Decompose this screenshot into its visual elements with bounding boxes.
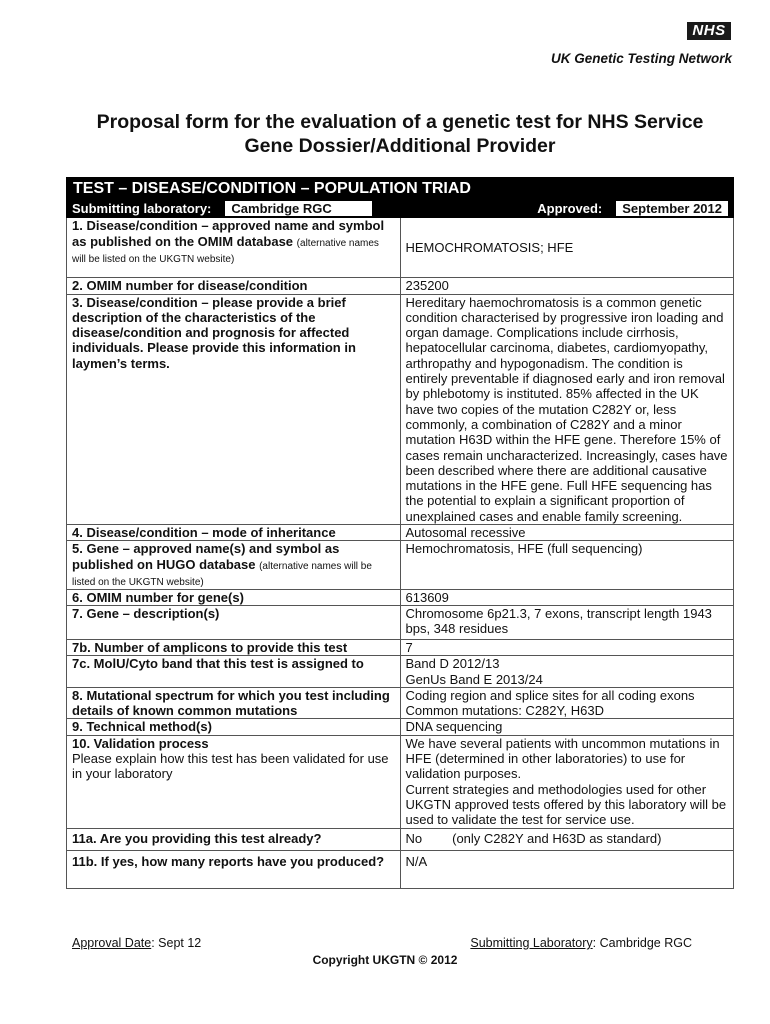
answer-line: Coding region and splice sites for all coding exons: [405, 687, 695, 703]
table-row: [67, 294, 734, 524]
answer-cell: [400, 218, 734, 278]
answer-line: Band D 2012/13: [405, 656, 500, 672]
network-name: UK Genetic Testing Network: [550, 51, 732, 66]
question-cell: 6. OMIM number for gene(s): [67, 589, 401, 605]
approved-group: [537, 201, 728, 216]
answer-cell: [400, 687, 734, 719]
table-row: [67, 719, 734, 735]
table-row: [67, 850, 734, 888]
question-cell: 3. Disease/condition – please provide a brief description of the characteristics of the disease/condition and prognosis for affected individuals. Please provide this information in laymen’s terms.: [67, 294, 401, 524]
table-row: [67, 278, 734, 294]
submitting-value: Cambridge RGC: [225, 201, 372, 216]
table-row: [67, 541, 734, 589]
answer-cell: N/A: [400, 850, 734, 888]
answer-cell: [400, 828, 734, 850]
answer-cell: 235200: [400, 278, 734, 294]
answer-text: HEMOCHROMATOSIS; HFE: [405, 240, 574, 256]
table-row: [67, 828, 734, 850]
question-text: 10. Validation process: [72, 735, 209, 751]
approval-value: : Sept 12: [151, 936, 202, 950]
table-row: [67, 656, 734, 688]
table-row: [67, 589, 734, 605]
question-cell: 11a. Are you providing this test already?: [67, 828, 401, 850]
answer-line: GenUs Band E 2013/24: [405, 671, 543, 687]
triad-heading: TEST – DISEASE/CONDITION – POPULATION TRIAD: [67, 178, 734, 200]
triad-table: [66, 177, 734, 889]
submitting-label: Submitting laboratory:: [72, 201, 212, 216]
table-row: [67, 687, 734, 719]
answer-cell: 7: [400, 639, 734, 655]
question-note: (alternative names will be listed on the UKGTN website): [72, 560, 372, 588]
question-cell: [67, 735, 401, 828]
question-cell: 9. Technical method(s): [67, 719, 401, 735]
question-text: 5. Gene – approved name(s) and symbol as published on HUGO database: [72, 541, 340, 572]
question-note: (alternative names will be listed on the UKGTN website): [72, 237, 379, 265]
answer-cell: [400, 656, 734, 688]
question-cell: 7b. Number of amplicons to provide this test: [67, 639, 401, 655]
answer-cell: DNA sequencing: [400, 719, 734, 735]
footer-lab: [470, 936, 692, 950]
table-row: [67, 605, 734, 639]
table-row: [67, 735, 734, 828]
answer-cell: [400, 735, 734, 828]
footer-lab-label: Submitting Laboratory: [470, 936, 593, 950]
nhs-logo: NHS: [687, 22, 731, 40]
submitting-row: [67, 200, 734, 218]
question-cell: 4. Disease/condition – mode of inheritance: [67, 525, 401, 541]
page-title: [40, 110, 760, 158]
approved-label: Approved:: [537, 201, 603, 216]
answer-line: Current strategies and methodologies used for other UKGTN approved tests offered by this laboratory will be used to validate the test for service use.: [405, 781, 727, 828]
title-line-2: Gene Dossier/Additional Provider: [244, 135, 556, 157]
answer-main: No: [405, 831, 423, 847]
title-line-1: Proposal form for the evaluation of a genetic test for NHS Service: [96, 111, 704, 133]
table-row: [67, 639, 734, 655]
submitting-cell: [67, 200, 734, 218]
answer-cell: Autosomal recessive: [400, 525, 734, 541]
question-cell: 8. Mutational spectrum for which you test including details of known common mutations: [67, 687, 401, 719]
answer-cell: 613609: [400, 589, 734, 605]
answer-line: We have several patients with uncommon mutations in HFE (determined in other laboratories) to use for validation purposes.: [405, 735, 720, 782]
answer-cell: Hemochromatosis, HFE (full sequencing): [400, 541, 734, 589]
footer: [72, 936, 692, 950]
question-cell: 11b. If yes, how many reports have you produced?: [67, 850, 401, 888]
approved-value: September 2012: [616, 201, 728, 216]
answer-line: Common mutations: C282Y, H63D: [405, 703, 604, 719]
table-row: [67, 218, 734, 278]
question-cell: [67, 541, 401, 589]
question-cell: 7. Gene – description(s): [67, 605, 401, 639]
question-cell: 7c. MolU/Cyto band that this test is assigned to: [67, 656, 401, 688]
question-cell: [67, 218, 401, 278]
question-text: 1. Disease/condition – approved name and symbol as published on the OMIM database: [72, 218, 385, 249]
question-cell: 2. OMIM number for disease/condition: [67, 278, 401, 294]
answer-note: (only C282Y and H63D as standard): [452, 831, 662, 847]
table-row: [67, 525, 734, 541]
answer-cell: Hereditary haemochromatosis is a common genetic condition characterised by progressive iron loading and organ damage. Complications include cirrhosis, hepatocellular carcinoma, diabetes, cardiomyopathy, arthropathy and hypogonadism. The condition is entirely preventable if diagnosed early and iron removal by phlebotomy is instituted. 85% affected in the UK have two copies of the mutation C282Y or, less commonly, a combination of C282Y and a minor mutation H63D within the HFE gene. Therefore 15% of cases remain uncharacterized. Increasingly, cases have been described where there are additional causative mutations in the HFE gene. Full HFE sequencing has the potential to explain a significant proportion of unexplained cases and enable family screening.: [400, 294, 734, 524]
approval-label: Approval Date: [72, 936, 152, 950]
question-detail: Please explain how this test has been validated for use in your laboratory: [72, 751, 389, 782]
copyright: Copyright UKGTN © 2012: [312, 953, 458, 967]
approval-date: [72, 936, 201, 950]
answer-cell: Chromosome 6p21.3, 7 exons, transcript length 1943 bps, 348 residues: [400, 605, 734, 639]
triad-heading-row: [67, 178, 734, 200]
footer-lab-value: : Cambridge RGC: [592, 936, 692, 950]
